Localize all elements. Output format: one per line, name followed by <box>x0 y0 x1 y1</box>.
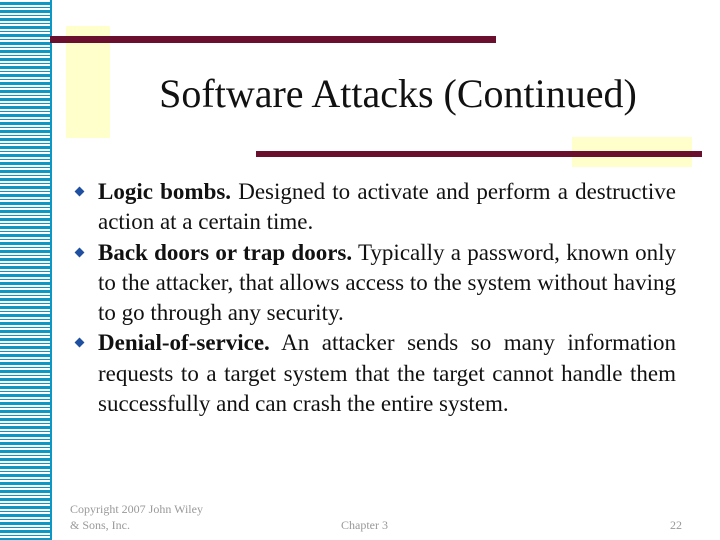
top-accent-bar <box>50 36 496 43</box>
bullet-logic-bombs <box>76 177 676 238</box>
bullet-text: Typically a password, known only to the attacker, that allows access to the system without having to go through any security. <box>98 239 677 326</box>
bullet-icon <box>75 338 85 348</box>
bullet-text: Designed to activate and perform a destructive action at a certain time. <box>98 179 676 235</box>
footer-page-number: 22 <box>670 518 682 532</box>
bullet-denial-of-service <box>76 328 676 419</box>
bullet-back-doors <box>76 238 676 329</box>
bullet-icon <box>75 187 85 197</box>
footer-chapter: Chapter 3 <box>341 518 388 532</box>
slide-title: Software Attacks (Continued) <box>159 71 637 116</box>
bullet-term: Back doors or trap doors. <box>98 239 353 265</box>
bullet-term: Denial-of-service. <box>98 330 270 356</box>
mid-accent-bar <box>256 151 702 157</box>
footer-copyright: Copyright 2007 John Wiley & Sons, Inc. <box>70 502 203 532</box>
decorative-stripes <box>0 0 52 540</box>
bullet-list <box>76 177 676 419</box>
bullet-term: Logic bombs. <box>98 179 232 204</box>
stripes-edge <box>50 0 52 540</box>
bullet-icon <box>75 247 85 257</box>
bullet-text: An attacker sends so many information requests to a target system that the target cannot handle them successfully and can crash the entire system. <box>98 330 676 417</box>
